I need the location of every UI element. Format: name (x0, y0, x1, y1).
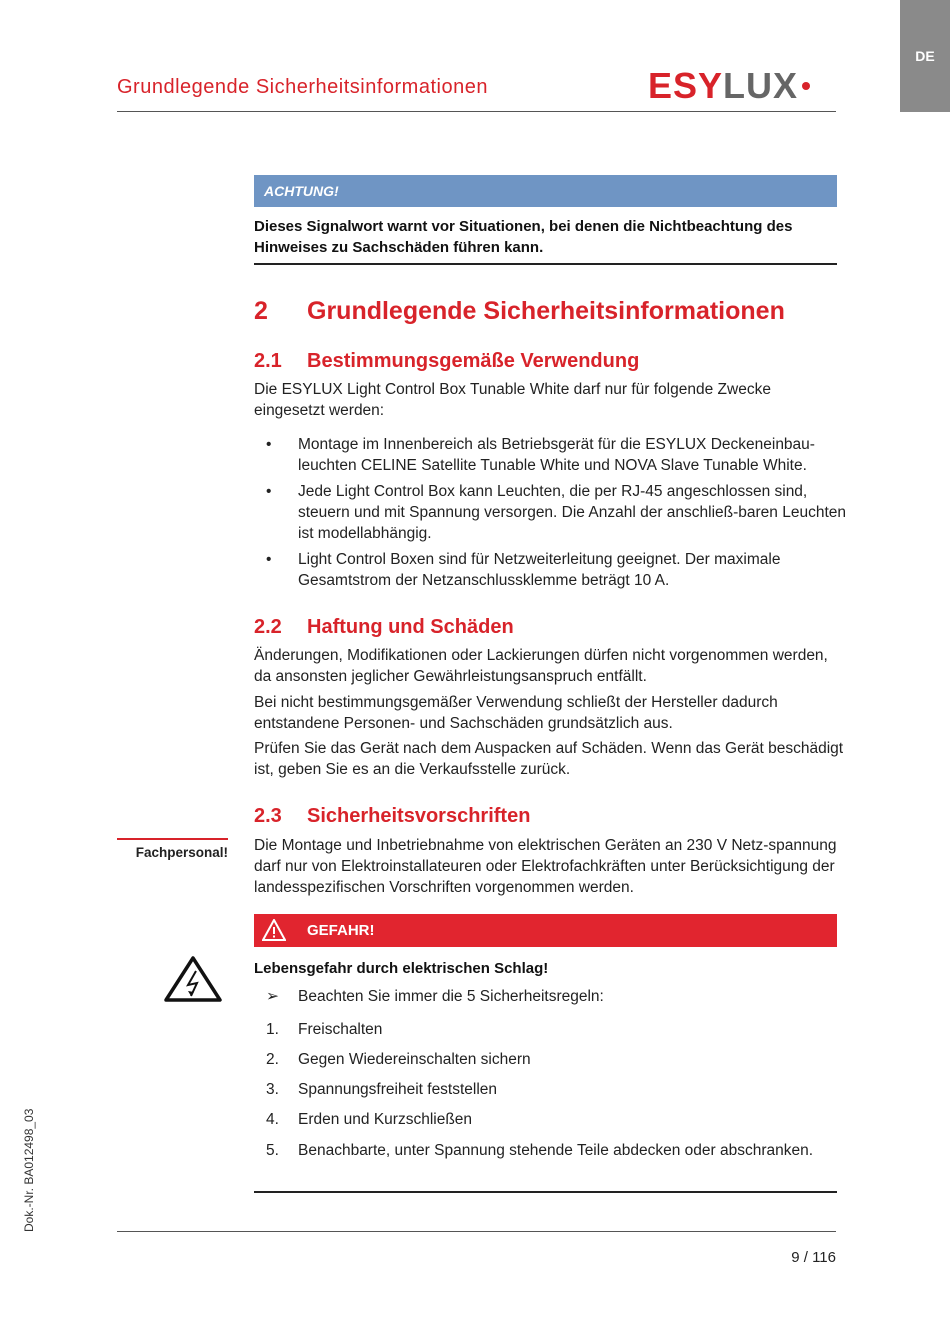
section-title: Grundlegende Sicherheitsinformationen (307, 297, 785, 325)
bullet-icon: • (266, 551, 272, 568)
danger-label: GEFAHR! (307, 922, 375, 939)
step-item (266, 1019, 826, 1040)
bullet-icon: • (266, 436, 272, 453)
step-text: Gegen Wiedereinschalten sichern (298, 1051, 531, 1068)
section-title: Bestimmungsgemäße Verwendung (307, 350, 640, 372)
section-2-3-text: Die Montage und Inbetriebnahme von elektrischen Geräten an 230 V Netz-spannung darf nur von Elektroinstallateuren oder Elektrofachkräften unter Berücksichtigung der landesspezifischen Vorschriften vorgenommen werden. (254, 837, 837, 896)
logo-dot-icon (802, 82, 810, 90)
list-item-text: Jede Light Control Box kann Leuchten, die per RJ-45 angeschlossen sind, steuern und mit Spannung versorgen. Die Anzahl der anschließ-baren Leuchten ist modellabhängig. (298, 483, 847, 542)
step-item (266, 1079, 826, 1100)
paragraph: Prüfen Sie das Gerät nach dem Auspacken auf Schäden. Wenn das Gerät beschädigt ist, geben Sie es an die Verkaufsstelle zurück. (254, 740, 844, 778)
footer-divider (117, 1231, 836, 1232)
paragraph: Bei nicht bestimmungsgemäßer Verwendung schließt der Hersteller dadurch entstandene Personen- und Sachschäden grundsätzlich aus. (254, 694, 778, 732)
section-2-1-heading (254, 350, 639, 373)
paragraph: Änderungen, Modifikationen oder Lackierungen dürfen nicht vorgenommen werden, da ansonsten jeglicher Gewährleistungsanspruch entfällt. (254, 647, 828, 685)
step-item (266, 1109, 826, 1130)
section-number: 2.3 (254, 805, 282, 827)
side-label-rule (117, 838, 228, 840)
section-number: 2.2 (254, 616, 282, 638)
logo-part-1: ESY (648, 65, 724, 106)
step-number: 4. (266, 1111, 279, 1128)
page-number: 9 / 116 (791, 1249, 836, 1266)
step-text: Benachbarte, unter Spannung stehende Teile abdecken oder abschranken. (298, 1142, 814, 1159)
document-number: Dok.-Nr. BA012498_03 (22, 1108, 36, 1232)
list-item (266, 434, 846, 476)
step-item (266, 1140, 826, 1161)
step-text: Freischalten (298, 1021, 383, 1038)
arrow-icon: ➢ (266, 988, 279, 1005)
section-title: Sicherheitsvorschriften (307, 805, 531, 827)
step-text: Erden und Kurzschließen (298, 1111, 473, 1128)
section-number: 2.1 (254, 350, 282, 372)
section-2-1-intro: Die ESYLUX Light Control Box Tunable White darf nur für folgende Zwecke eingesetzt werden: (254, 381, 771, 419)
section-number: 2 (254, 297, 268, 325)
warning-triangle-icon (262, 919, 286, 953)
section-title: Haftung und Schäden (307, 616, 514, 638)
step-number: 3. (266, 1081, 279, 1098)
language-tab: DE (900, 0, 950, 112)
danger-label-bar (254, 914, 837, 947)
danger-divider (254, 1191, 837, 1193)
list-item-text: Montage im Innenbereich als Betriebsgerät für die ESYLUX Deckeneinbau-leuchten CELINE Satellite Tunable White und NOVA Slave Tunable White. (298, 436, 815, 474)
notice-label-bar: ACHTUNG! (254, 175, 837, 207)
section-2-3-heading (254, 805, 530, 828)
notice-text: Dieses Signalwort warnt vor Situationen, bei denen die Nichtbeachtung des Hinweises zu Sachschäden führen kann. (254, 218, 793, 256)
notice-divider (254, 263, 837, 265)
esylux-logo (648, 66, 810, 106)
section-2-heading (254, 297, 785, 326)
step-item (266, 1049, 826, 1070)
side-label: Fachpersonal! (135, 845, 228, 860)
step-number: 2. (266, 1051, 279, 1068)
instruction-item (266, 986, 604, 1007)
step-number: 5. (266, 1142, 279, 1159)
header-divider (117, 111, 836, 112)
instruction-text: Beachten Sie immer die 5 Sicherheitsregeln: (298, 988, 604, 1005)
list-item (266, 549, 846, 591)
high-voltage-icon (163, 955, 223, 1008)
section-2-2-heading (254, 616, 514, 639)
list-item-text: Light Control Boxen sind für Netzweiterleitung geeignet. Der maximale Gesamtstrom der Netzanschlussklemme beträgt 10 A. (298, 551, 781, 589)
list-item (266, 481, 846, 544)
bullet-icon: • (266, 483, 272, 500)
danger-heading: Lebensgefahr durch elektrischen Schlag! (254, 960, 549, 977)
page-header-title: Grundlegende Sicherheitsinformationen (117, 76, 488, 98)
logo-part-2: LUX (723, 65, 799, 106)
step-text: Spannungsfreiheit feststellen (298, 1081, 498, 1098)
step-number: 1. (266, 1021, 279, 1038)
